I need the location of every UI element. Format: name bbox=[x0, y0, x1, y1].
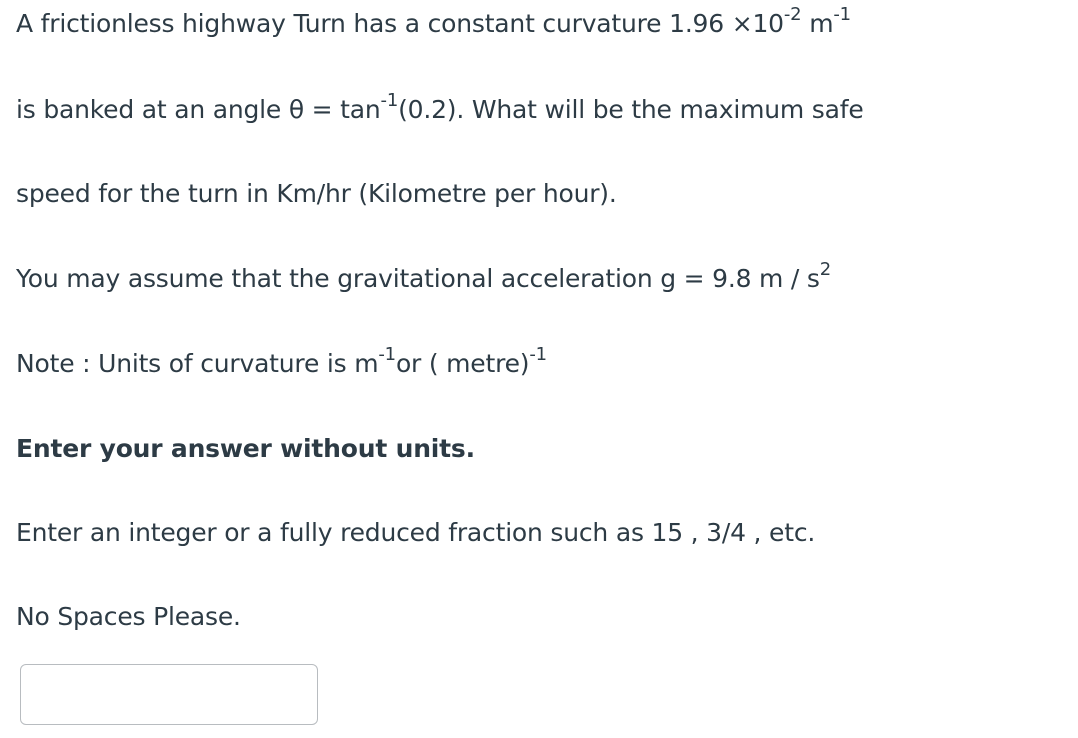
instruction-no-spaces: No Spaces Please. bbox=[16, 602, 241, 631]
curvature-text: A frictionless highway Turn has a constant curvature 1.96 ×10 bbox=[16, 9, 784, 38]
note-exponent-1: -1 bbox=[378, 343, 396, 365]
bank-angle-exponent: -1 bbox=[380, 89, 399, 111]
instruction-format: Enter an integer or a fully reduced fraction such as 15 , 3/4 , etc. bbox=[16, 518, 816, 547]
instruction-no-units: Enter your answer without units. bbox=[16, 434, 475, 463]
note-mid: or ( metre) bbox=[395, 349, 530, 378]
question-line-bank-angle bbox=[16, 89, 864, 125]
curvature-exponent: -2 bbox=[783, 3, 802, 25]
question-line-speed: speed for the turn in Km/hr (Kilometre per hour). bbox=[16, 179, 617, 208]
bank-angle-rest: (0.2). What will be the maximum safe bbox=[398, 95, 864, 124]
note-exponent-2: -1 bbox=[529, 343, 547, 365]
answer-input[interactable] bbox=[20, 664, 318, 725]
gravity-exponent: 2 bbox=[819, 258, 831, 280]
curvature-unit-exponent: -1 bbox=[833, 3, 851, 25]
curvature-unit: m bbox=[801, 9, 834, 38]
note-text: Note : Units of curvature is m bbox=[16, 349, 379, 378]
gravity-text: You may assume that the gravitational acceleration g = 9.8 m / s bbox=[16, 264, 820, 293]
question-line-note bbox=[16, 343, 547, 379]
bank-angle-text: is banked at an angle θ = tan bbox=[16, 95, 381, 124]
question-line-gravity bbox=[16, 258, 831, 294]
question-line-curvature bbox=[16, 3, 851, 39]
